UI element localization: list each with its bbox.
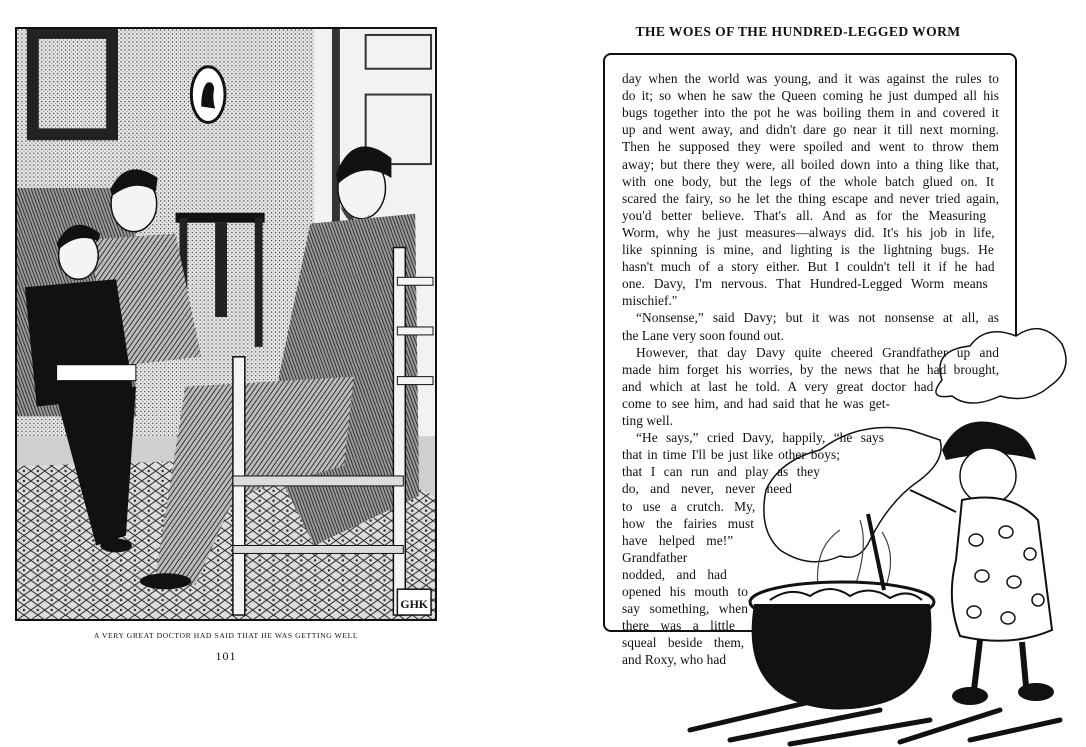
text-line: come to see him, and had said that he was get-: [622, 395, 890, 411]
text-line: hasn't much of a story either. But I couldn't tell it if he had: [622, 259, 995, 275]
artist-monogram: GHK: [400, 597, 429, 612]
text-line: day when the world was young, and it was against the rules to: [622, 71, 999, 86]
text-line: away; but there they were, all boiled down into a thing like that,: [622, 156, 999, 172]
illustration-artwork: [17, 29, 435, 619]
text-line: and which at last he told. A very great doctor had: [622, 378, 934, 394]
text-line: “Nonsense,” said Davy; but it was not nonsense at all, as: [636, 310, 999, 326]
text-line: Then he supposed they were spoiled and went to throw them: [622, 139, 999, 155]
text-line: made him forget his worries, by the news that he had brought,: [622, 361, 999, 377]
text-line: “He says,” cried Davy, happily, “he says: [636, 430, 884, 446]
running-head: THE WOES OF THE HUNDRED-LEGGED WORM: [635, 24, 961, 39]
illustration-caption: A VERY GREAT DOCTOR HAD SAID THAT HE WAS GETTING WELL: [93, 631, 359, 640]
text-line: you'd better believe. That's all. And as for the Measuring: [622, 207, 987, 223]
text-line: mischief.": [622, 293, 678, 309]
text-line: nodded, and had: [622, 566, 727, 582]
text-line: Worm, why he just measures—always did. It's his job in life,: [622, 224, 995, 240]
text-line: ting well.: [622, 413, 674, 428]
text-line: bugs together into the pot he was boiling them in and covered it: [622, 105, 999, 121]
text-line: with one body, but the legs of the whole batch glued on. It: [622, 173, 995, 189]
illustration-plate: [15, 27, 437, 621]
text-line: squeal beside them,: [622, 635, 745, 651]
text-line: one. Davy, I'm nervous. That Hundred-Legged Worm means: [622, 276, 988, 292]
text-line: the Lane very soon found out.: [622, 327, 785, 343]
text-line: opened his mouth to: [622, 584, 748, 599]
text-line: there was a little: [622, 618, 736, 634]
page-number: 101: [215, 649, 237, 663]
text-line: have helped me!”: [622, 532, 734, 548]
text-line: to use a crutch. My,: [622, 498, 756, 514]
text-line: do, and never, never need: [622, 481, 792, 497]
text-line: how the fairies must: [622, 515, 754, 531]
text-line: like spinning is mine, and lighting is the lightning bugs. He: [622, 242, 994, 257]
text-line: say something, when: [622, 601, 748, 617]
text-line: and Roxy, who had: [622, 652, 727, 668]
text-line: Grandfather: [622, 549, 688, 565]
text-line: that I can run and play as they: [622, 464, 820, 480]
text-line: do it; so when he saw the Queen coming he just dumped all his: [622, 88, 999, 104]
text-line: that in time I'll be just like other boys;: [622, 447, 840, 463]
text-line: up and went away, and didn't dare go near it till next morning.: [622, 122, 999, 138]
text-line: However, that day Davy quite cheered Grandfather up and: [636, 344, 999, 360]
text-line: scared the fairy, so he let the thing escape and never tried again,: [622, 190, 999, 206]
